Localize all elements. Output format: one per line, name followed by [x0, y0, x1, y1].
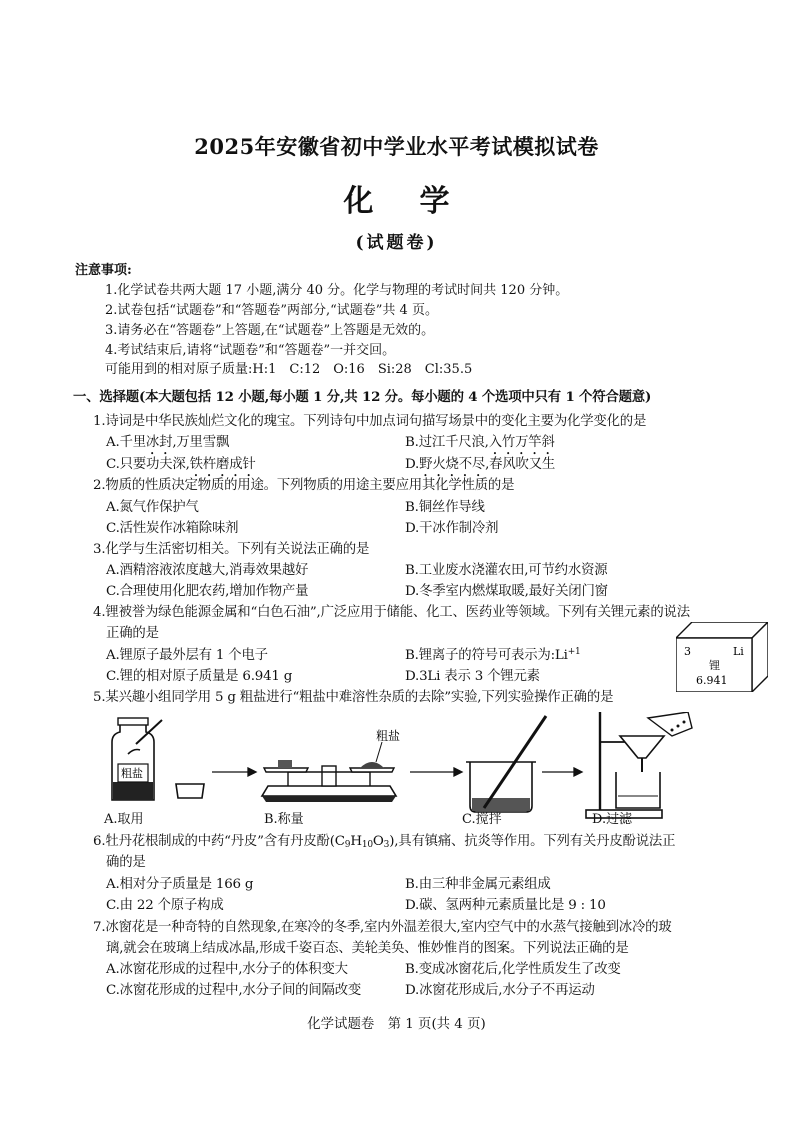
question-6-stem: 6.牡丹花根制成的中药“丹皮”含有丹皮酚$(C_9H_{10}O_3)$,具有镇痛、抗炎等作用。下列有关丹皮酚说法正: [93, 834, 676, 850]
notice-heading: 注意事项:: [75, 263, 132, 278]
q5-option-b: B.称量: [264, 812, 304, 827]
q7-option-a: A.冰窗花形成的过程中,水分子的体积变大: [106, 962, 348, 977]
q2-option-d: D.干冰作制冷剂: [405, 521, 499, 536]
question-7-stem-cont: 璃,就会在玻璃上结成冰晶,形成千姿百态、美轮美奂、惟妙惟肖的图案。下列说法正确的是: [106, 941, 629, 956]
q3-option-b: B.工业废水浇灌农田,可节约水资源: [405, 563, 608, 578]
q3-option-c: C.合理使用化肥农药,增加作物产量: [106, 584, 309, 599]
subject-title: 化学: [343, 184, 496, 219]
q3-option-d: D.冬季室内燃煤取暖,最好关闭门窗: [405, 584, 608, 599]
q2-option-a: A.氮气作保护气: [106, 500, 199, 515]
question-7-stem: 7.冰窗花是一种奇特的自然现象,在寒冷的冬季,室内外温差很大,室内空气中的水蒸气接触到冰冷的玻: [93, 920, 672, 935]
bottle-label: 粗盐: [121, 767, 143, 780]
question-1-stem: 1.诗词是中华民族灿烂文化的瑰宝。下列诗句中加点词句描写场景中的变化主要为化学变化的是: [93, 414, 647, 429]
atomic-masses: 可能用到的相对原子质量:H:1 C:12 O:16 Si:28 Cl:35.5: [105, 362, 473, 377]
q1-option-a: A.千里冰封,万里雪飘: [106, 435, 230, 450]
page-footer: 化学试题卷 第 1 页(共 4 页): [307, 1017, 486, 1032]
q6-option-d: D.碳、氢两种元素质量比是 9 : 10: [405, 898, 606, 913]
element-name: 锂: [709, 659, 720, 672]
q4-option-d: D.3Li 表示 3 个锂元素: [405, 669, 540, 684]
q5-option-c: C.搅拌: [462, 812, 502, 827]
q6-option-c: C.由 22 个原子构成: [106, 898, 224, 913]
reagent-bottle-illustration: [112, 718, 162, 800]
question-4-stem: 4.锂被誉为绿色能源金属和“白色石油”,广泛应用于储能、化工、医药业等领域。下列有关锂元素的说法: [93, 605, 690, 620]
question-4-stem-cont: 正确的是: [106, 626, 159, 641]
section-1-heading: 一、选择题(本大题包括 12 小题,每小题 1 分,共 12 分。每小题的 4 个选项中只有 1 个符合题意): [73, 389, 652, 405]
exam-title: 2025年安徽省初中学业水平考试模拟试卷: [194, 134, 599, 159]
q2-option-c: C.活性炭作冰箱除味剂: [106, 521, 239, 536]
q4-option-b: B.锂离子的符号可表示为$:Li^{+1}$: [405, 647, 581, 663]
notice-item-2: 2.试卷包括“试题卷”和“答题卷”两部分,“试题卷”共 4 页。: [105, 303, 438, 318]
element-atomic-mass: 6.941: [696, 674, 728, 687]
notice-item-4: 4.考试结束后,请将“试题卷”和“答题卷”一并交回。: [105, 343, 396, 358]
scale-label: 粗盐: [376, 729, 401, 743]
q6-option-a: A.相对分子质量是 166 g: [106, 877, 254, 892]
question-5-stem: 5.某兴趣小组同学用 5 g 粗盐进行“粗盐中难溶性杂质的去除”实验,下列实验操作正确的是: [93, 690, 614, 705]
q4-option-a: A.锂原子最外层有 1 个电子: [106, 648, 268, 663]
q1-option-b: B.过江千尺浪,入竹万竿斜: [405, 435, 555, 450]
question-3-stem: 3.化学与生活密切相关。下列有关说法正确的是: [93, 542, 370, 557]
q3-option-a: A.酒精溶液浓度越大,消毒效果越好: [106, 563, 309, 578]
q5-option-a: A.取用: [104, 812, 144, 827]
notice-item-3: 3.请务必在“答题卷”上答题,在“试题卷”上答题是无效的。: [105, 323, 435, 338]
element-atomic-number: 3: [684, 645, 691, 658]
q2-option-b: B.铜丝作导线: [405, 500, 485, 515]
beaker-stirring-illustration: [466, 716, 546, 812]
paper-type: (试题卷): [355, 233, 438, 253]
question-6-stem-cont: 确的是: [106, 855, 146, 870]
q1-option-c: C.只要功夫深,铁杵磨成针: [106, 457, 256, 472]
lithium-element-card: [676, 622, 768, 692]
q5-option-d: D.过滤: [592, 812, 633, 827]
evaporating-dish-illustration: [176, 784, 204, 798]
element-symbol: Li: [733, 645, 744, 658]
balance-illustration: [262, 728, 400, 802]
q7-option-b: B.变成冰窗花后,化学性质发生了改变: [405, 962, 621, 977]
question-2-stem: 2.物质的性质决定物质的用途。下列物质的用途主要应用其化学性质的是: [93, 478, 515, 493]
filtration-illustration: [586, 712, 692, 818]
q4-option-c: C.锂的相对原子质量是 6.941 g: [106, 669, 293, 684]
notice-item-1: 1.化学试卷共两大题 17 小题,满分 40 分。化学与物理的考试时间共 120 分钟。: [105, 283, 569, 298]
q6-option-b: B.由三种非金属元素组成: [405, 877, 551, 892]
q7-option-c: C.冰窗花形成的过程中,水分子间的间隔改变: [106, 983, 362, 998]
q7-option-d: D.冰窗花形成后,水分子不再运动: [405, 983, 595, 998]
q1-option-d: D.野火烧不尽,春风吹又生: [405, 457, 556, 472]
